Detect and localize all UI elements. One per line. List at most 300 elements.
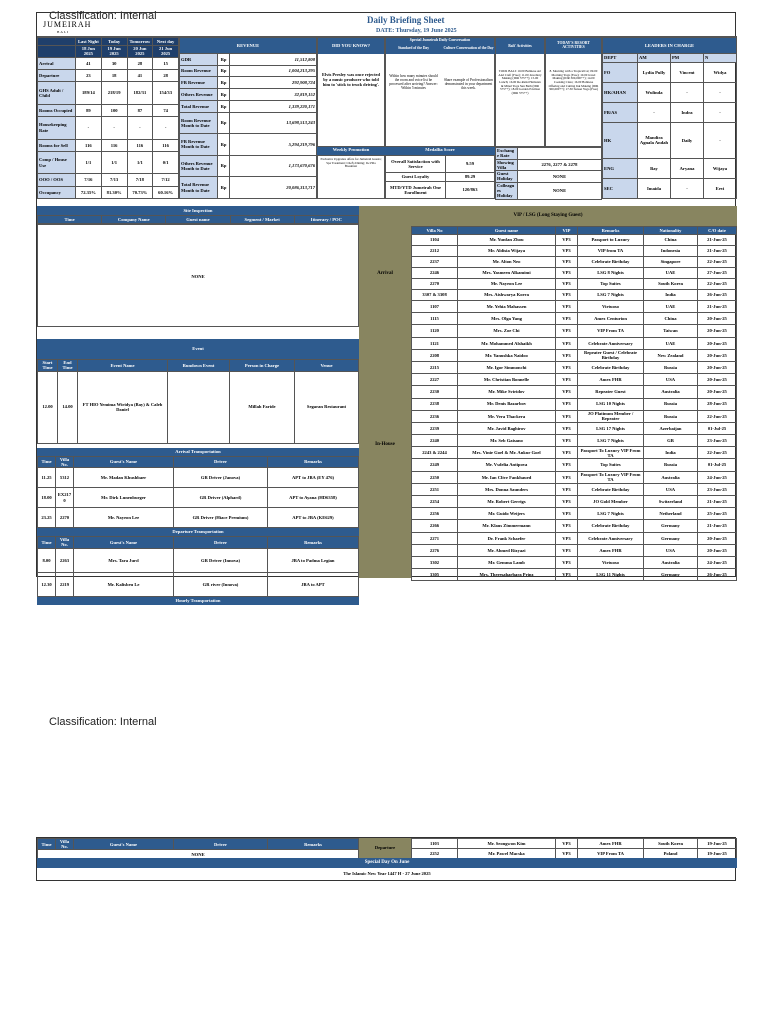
vip-villa: 2250 xyxy=(412,471,458,483)
vip-name: Mr. Klaus Zimmermann xyxy=(458,520,556,532)
vip-co: 21-Jun-25 xyxy=(698,246,737,257)
vip-villa: 2276 xyxy=(412,544,458,556)
vip-remarks: Amex FHR xyxy=(578,374,644,386)
vip-remarks: Top Suites xyxy=(578,459,644,471)
departure-transport-body xyxy=(38,548,359,596)
vip-remarks: JO Platinum Member / Repeater xyxy=(578,410,644,422)
vip-vip: VP3 xyxy=(556,349,578,361)
transport-col: Time xyxy=(38,537,56,549)
vip-row xyxy=(412,483,737,495)
revenue-currency: Rp xyxy=(218,112,230,134)
revenue-label: Others Revenue Month to Date xyxy=(180,155,218,177)
vip-name: Mr. Mohammed Alshaikh xyxy=(458,337,556,349)
transport-villa: EX2170 xyxy=(56,488,74,508)
stats-col-header: Tomorrow xyxy=(127,38,153,46)
vip-remarks: Passport to Luxury xyxy=(578,235,644,246)
site-inspection-col: Company Name xyxy=(102,216,166,224)
score-label: Guest Loyalty xyxy=(386,172,446,181)
vip-row xyxy=(412,361,737,373)
did-you-know-text: Elvis Presley was once rejected by a music producer who told him to 'stick to truck driving'. xyxy=(322,72,380,88)
leader-n: Widya xyxy=(704,63,737,83)
vip-nat: China xyxy=(644,313,698,325)
vip-villa: 1107 xyxy=(412,301,458,313)
vip-remarks: Repeater Guest xyxy=(578,386,644,398)
stats-col-header: Next day xyxy=(153,38,179,46)
middle-panel xyxy=(317,147,602,199)
vip-name: Mr. Denis Bazarbov xyxy=(458,398,556,410)
leader-n: Wijaya xyxy=(704,159,737,179)
transport-col: Guest's Name xyxy=(74,537,174,549)
vip-name: Mr. Seb Gaisano xyxy=(458,435,556,447)
left-lower-column xyxy=(37,206,359,603)
vip-nat: Australia xyxy=(644,471,698,483)
vip-row xyxy=(412,508,737,520)
vip-remarks: Celebrate Birthday xyxy=(578,520,644,532)
stats-value: 15 xyxy=(153,57,179,69)
vip-villa: 2252 xyxy=(412,849,458,859)
vip-villa: 2237 xyxy=(412,257,458,268)
stats-value: 28 xyxy=(153,69,179,81)
vip-vip: VP3 xyxy=(556,849,578,859)
leader-n: - xyxy=(704,82,737,102)
did-you-know-panel xyxy=(317,37,385,147)
stats-row xyxy=(38,174,179,186)
stats-corner-2 xyxy=(38,46,76,58)
vip-name: Mr. Ian Clive Fankhaued xyxy=(458,471,556,483)
transport-remarks: APT to JBA (KE629) xyxy=(268,508,359,528)
vip-co: 20-Jun-25 xyxy=(698,374,737,386)
vip-name: Mr. Mike Sviridov xyxy=(458,386,556,398)
transport-remarks: APT to Ayana (HD6358) xyxy=(268,488,359,508)
leader-dept: ENG xyxy=(603,159,638,179)
transport-villa: 2270 xyxy=(56,508,74,528)
vip-villa: 2227 xyxy=(412,374,458,386)
vip-villa: 2256 xyxy=(412,508,458,520)
special-day-text: The Islamic New Year 1447 H - 27 June 2025 xyxy=(343,871,431,876)
vip-villa: 2270 xyxy=(412,279,458,290)
departure-transport-header: Departure Transportation xyxy=(37,528,359,536)
revenue-currency: Rp xyxy=(218,77,230,89)
vip-col: Villa No xyxy=(412,227,458,235)
transport-driver: GR Driver (Innova) xyxy=(174,548,268,572)
leaders-row xyxy=(603,122,737,159)
exchange-rate-value xyxy=(518,148,602,160)
vip-nat: USA xyxy=(644,544,698,556)
vip-villa: 2236 xyxy=(412,410,458,422)
vip-villa: 1104 xyxy=(412,235,458,246)
revenue-row xyxy=(180,112,317,134)
vip-remarks: VIP From TA xyxy=(578,849,644,859)
vip-vip: VP3 xyxy=(556,422,578,434)
vip-nat: Germany xyxy=(644,532,698,544)
revenue-table-body xyxy=(180,54,317,199)
arrival-transport-cols xyxy=(38,456,359,468)
stats-col-date: 20 Jun 2025 xyxy=(127,46,153,58)
vip-nat: USA xyxy=(644,483,698,495)
vip-row xyxy=(412,337,737,349)
bali-activities-text: TOUR BALI: 10.00 Balinese Art And Craft (Free); 11.00 Jewellery Making (IDR 575++); 15.00 Lunch; 16.00 Re-Reiki Hamsten & Minal Yoga Sun Bath (IDR 575++); 18.00 Garden Pavilion (IDR 575++) xyxy=(498,69,542,96)
vip-row xyxy=(412,532,737,544)
leader-am: Imaida xyxy=(638,179,671,199)
vip-co: 01-Jul-25 xyxy=(698,422,737,434)
vip-villa: 2266 xyxy=(412,520,458,532)
vip-remarks: Passport To Luxury VIP From TA xyxy=(578,447,644,459)
leaders-col: N xyxy=(704,54,737,63)
leader-pm: - xyxy=(671,82,704,102)
vip-name: Mrs. Vinie Goel & Mr. Ankur Goel xyxy=(458,447,556,459)
vip-vip: VP3 xyxy=(556,257,578,268)
special-day-header: Special Day On June xyxy=(37,858,737,868)
stats-value: 72.35% xyxy=(76,186,102,198)
revenue-header: REVENUE xyxy=(180,38,317,54)
vip-name: Mr. Ahmed Rizyazi xyxy=(458,544,556,556)
stats-value: 7/18 xyxy=(127,174,153,186)
event-end: 14.00 xyxy=(58,371,78,443)
site-inspection-col: Time xyxy=(38,216,102,224)
vip-nat: Russia xyxy=(644,361,698,373)
vip-nat: Germany xyxy=(644,520,698,532)
leader-n: - xyxy=(704,102,737,122)
stats-row-label: Departure xyxy=(38,69,76,81)
vip-villa: 1103 xyxy=(412,839,458,849)
leaders-row xyxy=(603,102,737,122)
transport-guest: Mrs. Tara Jurd xyxy=(74,548,174,572)
hourly-transport-header: Hourly Transportation xyxy=(37,597,359,605)
leaders-col: AM xyxy=(638,54,671,63)
event-col: End Time xyxy=(58,360,78,372)
leader-am: Bay xyxy=(638,159,671,179)
vip-vip: VP3 xyxy=(556,471,578,483)
stats-value: 189/14 xyxy=(76,82,102,105)
vip-nat: Australia xyxy=(644,556,698,568)
vip-co: 24-Jun-25 xyxy=(698,556,737,568)
vip-co: 24-Jun-25 xyxy=(698,471,737,483)
vip-remarks: Celebrate Birthday xyxy=(578,361,644,373)
vip-col: Nationality xyxy=(644,227,698,235)
vip-villa: 3302 xyxy=(412,556,458,568)
stats-row xyxy=(38,186,179,198)
vip-nat: India xyxy=(644,290,698,301)
stats-value: 116 xyxy=(153,139,179,151)
stats-value: 23 xyxy=(76,69,102,81)
vip-remarks: Passport To Luxury VIP From TA xyxy=(578,471,644,483)
sheet-header xyxy=(37,13,737,37)
event-col: Person in Charge xyxy=(230,360,295,372)
revenue-currency: Rp xyxy=(218,155,230,177)
vip-row xyxy=(412,325,737,337)
transport-villa: 2219 xyxy=(56,572,74,596)
leader-dept: HK xyxy=(603,122,638,159)
transport-row xyxy=(38,508,359,528)
resort-activities-panel xyxy=(545,37,602,147)
stats-row xyxy=(38,139,179,151)
vip-villa: 2254 xyxy=(412,496,458,508)
bottom-transport-none: NONE xyxy=(38,850,359,860)
site-inspection-none: NONE xyxy=(37,224,359,327)
vip-vip: VP3 xyxy=(556,435,578,447)
stats-value: 60.16% xyxy=(153,186,179,198)
vip-name: Mr. Yehia Mahassen xyxy=(458,301,556,313)
vip-header: VIP / LSG (Long Staying Guest) xyxy=(359,206,737,226)
revenue-label: Total Revenue xyxy=(180,100,218,112)
transport-guest: Mr. Madan Khushbaer xyxy=(74,468,174,488)
vip-remarks: Virtuoso xyxy=(578,301,644,313)
leaders-panel xyxy=(602,37,737,199)
vip-name: Mr. Alton Neo xyxy=(458,257,556,268)
vip-nat: USA xyxy=(644,374,698,386)
vip-arrival-label: Arrival xyxy=(359,271,411,277)
vip-villa: 3307 & 3308 xyxy=(412,290,458,301)
vip-villa: 3305 xyxy=(412,569,458,581)
stats-value: 30 xyxy=(101,57,127,69)
vip-vip: VP3 xyxy=(556,556,578,568)
vip-villa: 2239 xyxy=(412,422,458,434)
vip-co: 22-Jun-25 xyxy=(698,410,737,422)
vip-row xyxy=(412,235,737,246)
vip-row xyxy=(412,459,737,471)
score-value: 120/863 xyxy=(446,182,495,199)
vip-vip: VP3 xyxy=(556,325,578,337)
leader-dept: FB/AS xyxy=(603,102,638,122)
vip-name: Mr. Pawel Macska xyxy=(458,849,556,859)
scores-table-body xyxy=(386,156,495,199)
transport-col: Villa No. xyxy=(56,537,74,549)
vip-name: Mr. Igor Simmonchi xyxy=(458,361,556,373)
revenue-value: 1,004,213,295 xyxy=(230,65,317,77)
bali-activities-panel xyxy=(495,37,545,147)
vip-nat: Russia xyxy=(644,398,698,410)
vip-remarks: Repeater Guest / Celebrate Birthday xyxy=(578,349,644,361)
vip-name: Mrs. Yasmeen Alkamimi xyxy=(458,268,556,279)
leaders-header: LEADERS IN CHARGE xyxy=(603,38,737,54)
stats-value: 1/1 xyxy=(127,151,153,174)
bottom-departure-label: Departure xyxy=(359,838,411,858)
vip-name: Mr. Yanushka Naidoo xyxy=(458,349,556,361)
revenue-currency: Rp xyxy=(218,177,230,199)
vip-vip: VP3 xyxy=(556,313,578,325)
leader-am: Mandira Agnala Andah xyxy=(638,122,671,159)
stats-row-label: Rooms for Sell xyxy=(38,139,76,151)
vip-vip: VP3 xyxy=(556,544,578,556)
vip-vip: VP3 xyxy=(556,569,578,581)
vip-co: 19-Jun-25 xyxy=(698,849,737,859)
vip-co: 20-Jun-25 xyxy=(698,386,737,398)
revenue-row xyxy=(180,65,317,77)
transport-villa: 5312 xyxy=(56,468,74,488)
stats-row-label: Occupancy xyxy=(38,186,76,198)
transport-col: Driver xyxy=(174,456,268,468)
revenue-panel xyxy=(179,37,317,199)
stats-value: 7/16 xyxy=(76,174,102,186)
vip-co: 20-Jun-25 xyxy=(698,349,737,361)
site-inspection-cols xyxy=(38,216,359,224)
stats-col-date: 19 Jun 2025 xyxy=(101,46,127,58)
vip-villa: 2240 xyxy=(412,435,458,447)
stats-value: - xyxy=(76,116,102,139)
leaders-row xyxy=(603,159,737,179)
colleague-holiday-value: NONE xyxy=(518,182,602,199)
stats-value: - xyxy=(101,116,127,139)
vip-co: 21-Jun-25 xyxy=(698,496,737,508)
vip-co: 27-Jun-25 xyxy=(698,268,737,279)
bottom-col: Remarks xyxy=(268,839,359,850)
vip-co: 19-Jun-25 xyxy=(698,839,737,849)
departure-transport-cols xyxy=(38,537,359,549)
transport-time: 11.25 xyxy=(38,468,56,488)
vip-name: Mr. Yunfan Zhou xyxy=(458,235,556,246)
transport-villa: 2263 xyxy=(56,548,74,572)
vip-name: Mr. Aldisia Wijaya xyxy=(458,246,556,257)
conversation-text2: Share example of Professionalism demonstrated in your department this week. xyxy=(443,78,493,91)
event-venue: Segaran Restaurant xyxy=(295,371,359,443)
vip-name: Mr. Vsdelia Antipova xyxy=(458,459,556,471)
stats-value: 0/1 xyxy=(153,151,179,174)
event-rundown xyxy=(168,371,230,443)
stats-value: 7/13 xyxy=(101,174,127,186)
vip-co: 21-Jun-25 xyxy=(698,520,737,532)
event-col: Start Time xyxy=(38,360,58,372)
stats-value: 81.30% xyxy=(101,186,127,198)
vip-nat: UAE xyxy=(644,301,698,313)
leader-pm: Aryana xyxy=(671,159,704,179)
vip-cols xyxy=(412,227,737,235)
revenue-label: Others Revenue xyxy=(180,89,218,101)
vip-vip: VP3 xyxy=(556,508,578,520)
vip-villa: 2212 xyxy=(412,246,458,257)
vip-row xyxy=(412,410,737,422)
vip-row xyxy=(412,435,737,447)
vip-remarks: LSG 10 Nights xyxy=(578,398,644,410)
bottom-transport-cols xyxy=(38,839,359,850)
vip-remarks: Amex FHR xyxy=(578,839,644,849)
vip-name: Mrs. Olga Yang xyxy=(458,313,556,325)
stats-value: 116 xyxy=(101,139,127,151)
vip-co: 21-Jun-25 xyxy=(698,235,737,246)
leader-am: Wulinda xyxy=(638,82,671,102)
vip-co: 23-Jun-25 xyxy=(698,435,737,447)
vip-table-body xyxy=(412,235,737,581)
stats-value: 70.73% xyxy=(127,186,153,198)
event-header: Event xyxy=(37,339,359,359)
vip-remarks: Celebrate Anniversary xyxy=(578,532,644,544)
stats-value: 18 xyxy=(101,69,127,81)
vip-vip: VP3 xyxy=(556,246,578,257)
revenue-value: 1,173,670,676 xyxy=(230,155,317,177)
revenue-value: 11,512,808 xyxy=(230,54,317,66)
arrival-transport-body xyxy=(38,468,359,528)
vip-co: 22-Jun-25 xyxy=(698,279,737,290)
conversation-sub2: Culture Conversation of the Day xyxy=(441,46,496,54)
revenue-value: 5,294,219,796 xyxy=(230,134,317,156)
event-col: Event Name xyxy=(78,360,168,372)
transport-col: Villa No. xyxy=(56,456,74,468)
transport-col: Driver xyxy=(174,537,268,549)
event-pic: Millah Faride xyxy=(230,371,295,443)
vip-villa: 1115 xyxy=(412,313,458,325)
revenue-currency: Rp xyxy=(218,65,230,77)
transport-col: Guest's Name xyxy=(74,456,174,468)
vip-vip: VP3 xyxy=(556,268,578,279)
vip-villa: 1120 xyxy=(412,325,458,337)
leader-am: - xyxy=(638,102,671,122)
vip-nat: Russia xyxy=(644,459,698,471)
event-cols xyxy=(38,360,359,372)
vip-side-column xyxy=(359,226,411,578)
vip-inhouse-label: In-House xyxy=(359,442,411,448)
score-row xyxy=(386,156,495,173)
vip-row xyxy=(412,257,737,268)
score-value: 89.29 xyxy=(446,172,495,181)
stats-value: 89 xyxy=(76,104,102,116)
weekly-promo-text: Exclusive Upgrades offers for Jumeirah Guests; Spa Treatment; Chef's Dining; In-Villa Breakfast xyxy=(317,155,385,199)
medallia-header: Medallia Score xyxy=(385,147,495,155)
vip-name: Mrs. Aishwarya Korra xyxy=(458,290,556,301)
holiday-panel xyxy=(495,147,602,199)
transport-col: Time xyxy=(38,456,56,468)
revenue-row xyxy=(180,134,317,156)
vip-remarks: Celebrate Anniversary xyxy=(578,337,644,349)
briefing-sheet-bottom xyxy=(36,837,736,881)
vip-row xyxy=(412,268,737,279)
vip-vip: VP3 xyxy=(556,386,578,398)
colleague-holiday-label: Colleagues Holiday xyxy=(496,182,518,199)
revenue-row xyxy=(180,100,317,112)
vip-nat: Germany xyxy=(644,569,698,581)
stats-value: 41 xyxy=(76,57,102,69)
leader-dept: HK/AHAN xyxy=(603,82,638,102)
event-name: FT HIO Yemima Wiridya (Bay) & Caleb Daniel xyxy=(78,371,168,443)
site-inspection-header: Site Inspection xyxy=(37,206,359,215)
event-col: Rundown Event xyxy=(168,360,230,372)
bottom-col: Time xyxy=(38,839,56,850)
classification-label-middle: Classification: Internal xyxy=(49,716,157,728)
stats-value: 218/19 xyxy=(101,82,127,105)
vip-villa: 2246 xyxy=(412,268,458,279)
transport-remarks: JBA to APT xyxy=(268,572,359,596)
vip-name: Mr. Javid Baghirov xyxy=(458,422,556,434)
revenue-row xyxy=(180,155,317,177)
vip-nat: New Zealand xyxy=(644,349,698,361)
arrival-transport-header: Arrival Transportation xyxy=(37,448,359,456)
leader-pm: Indra xyxy=(671,102,704,122)
score-row xyxy=(386,172,495,181)
vip-remarks: Celebrate Birthday xyxy=(578,257,644,268)
vip-vip: VP3 xyxy=(556,496,578,508)
vip-name: Mrs. Zoe Chi xyxy=(458,325,556,337)
site-inspection-col: Itinerary / POC xyxy=(294,216,358,224)
conversation-text1: Within how many minutes should the room and voice list be processed after arriving? Answer: Within 5 minutes xyxy=(389,74,438,91)
transport-remarks: APT to JBA (EY 476) xyxy=(268,468,359,488)
event-start: 12.00 xyxy=(38,371,58,443)
leader-pm: Vincent xyxy=(671,63,704,83)
transport-driver: GR river (Innova) xyxy=(174,572,268,596)
exchange-rate-label: Exchange Rate xyxy=(496,148,518,160)
vip-co: 28-Jun-25 xyxy=(698,398,737,410)
vip-villa: 2230 xyxy=(412,386,458,398)
transport-row xyxy=(38,548,359,572)
stats-value: 28 xyxy=(127,57,153,69)
transport-driver: GR Driver (Janova) xyxy=(174,468,268,488)
vip-row xyxy=(412,471,737,483)
vip-co: 22-Jun-25 xyxy=(698,447,737,459)
vip-remarks: LSG 7 Nights xyxy=(578,508,644,520)
leaders-row xyxy=(603,179,737,199)
revenue-value: 1,339,220,171 xyxy=(230,100,317,112)
vip-name: Mr. Seongwon Kim xyxy=(458,839,556,849)
revenue-currency: Rp xyxy=(218,134,230,156)
vip-row xyxy=(412,349,737,361)
page-title: Daily Briefing Sheet xyxy=(367,15,445,25)
